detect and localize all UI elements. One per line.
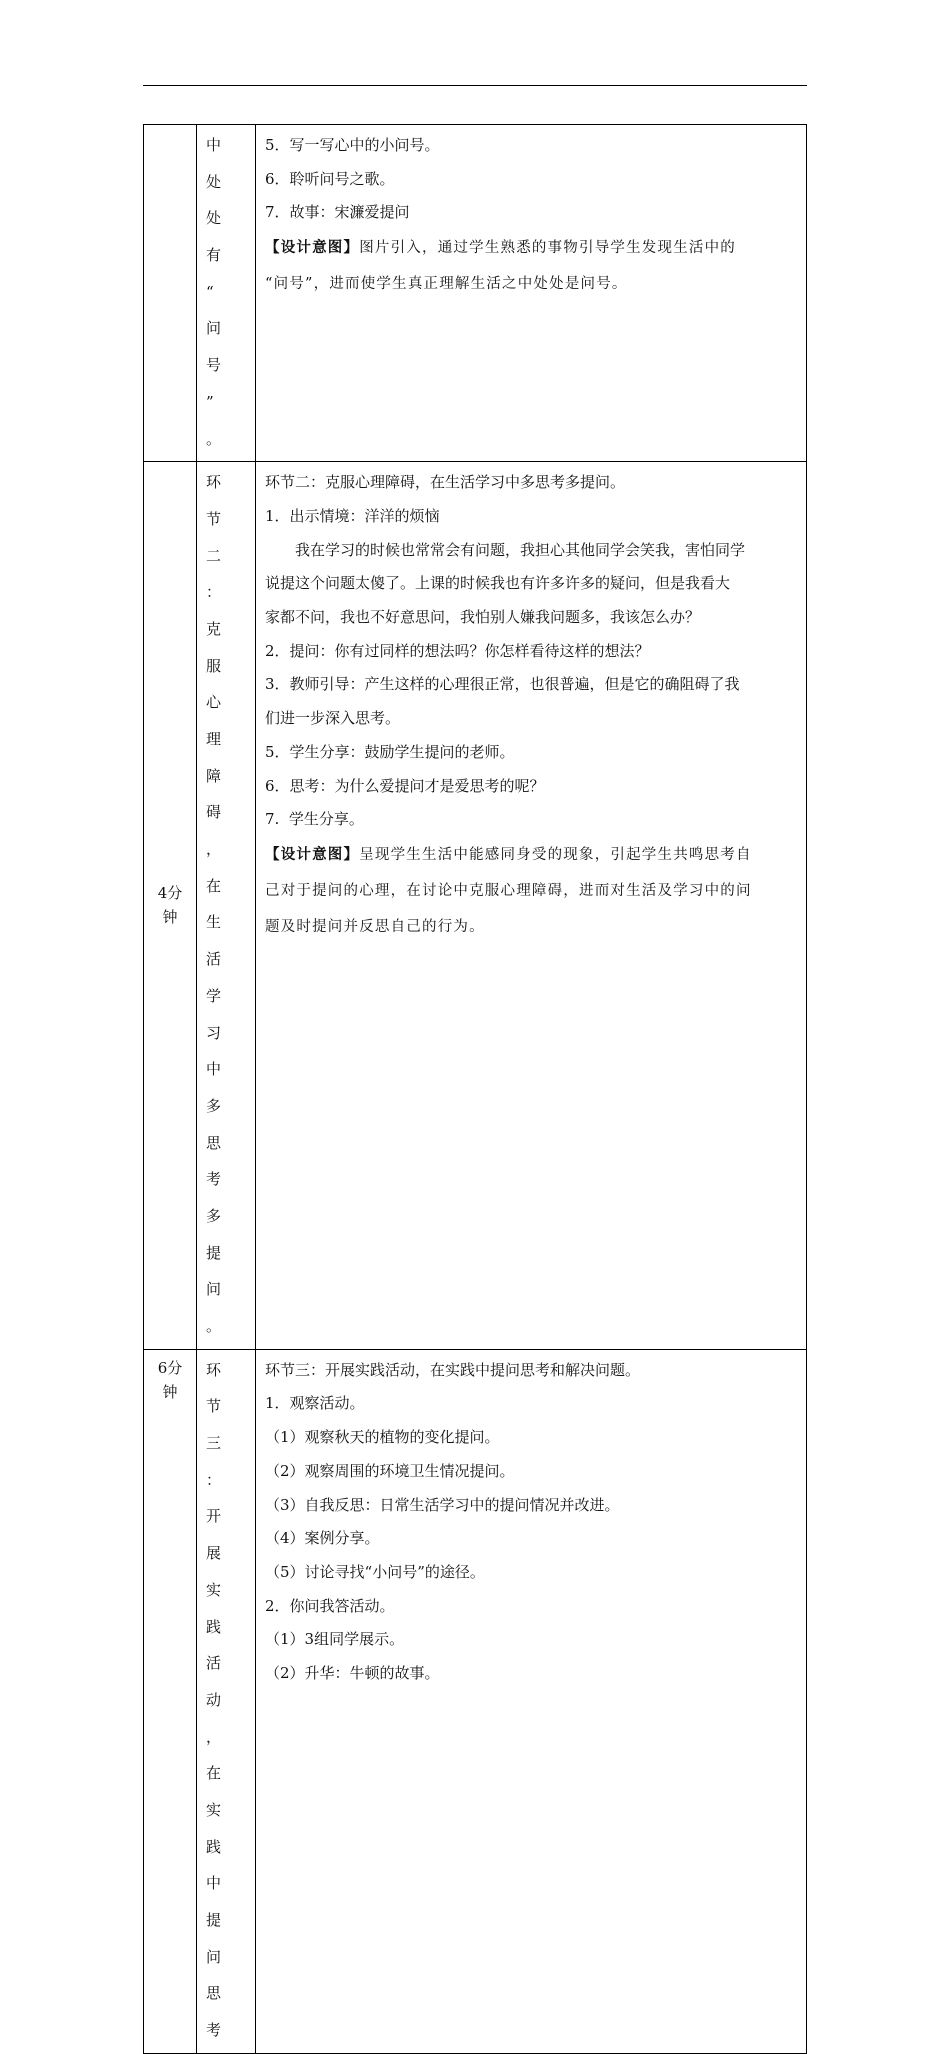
stage-char: 践: [206, 1837, 222, 1856]
step-line: 2．你问我答活动。: [265, 1596, 395, 1615]
lesson-plan-table: [143, 124, 807, 2054]
stage-char: 理: [206, 730, 222, 748]
stage-char: 践: [206, 1617, 222, 1636]
stage-char: 心: [206, 693, 222, 712]
design-intent: [265, 837, 798, 873]
step-line: 5．写一写心中的小问号。: [265, 136, 440, 154]
step-line: （1）观察秋天的植物的变化提问。: [265, 1428, 500, 1447]
content-cell: [256, 125, 807, 462]
stage-char: 服: [206, 656, 222, 675]
step-line: 2．提问：你有过同样的想法吗？你怎样看待这样的想法？: [265, 641, 650, 660]
stage-cell: [197, 1349, 256, 2053]
stage-char: 习: [206, 1023, 222, 1042]
time-cell: [144, 1349, 197, 2053]
step-line: （4）案例分享。: [265, 1529, 380, 1548]
step-line: 1．出示情境：洋洋的烦恼: [265, 506, 440, 525]
stage-char: 问: [206, 1280, 222, 1299]
time-cell: [144, 125, 197, 462]
stage-char: 障: [206, 766, 222, 785]
stage-char: 活: [206, 950, 222, 969]
stage-char: ：: [206, 1470, 222, 1489]
stage-char: ，: [206, 840, 222, 859]
step-line: （5）讨论寻找“小问号”的途径。: [265, 1562, 485, 1581]
stage-char: ”: [206, 392, 214, 411]
stage-char: ：: [206, 583, 222, 602]
scenario-paragraph: 我在学习的时候也常常会有问题，我担心其他同学会笑我，害怕同学: [295, 540, 746, 559]
stage-char: 环: [206, 473, 222, 492]
stage-char: 。: [206, 429, 222, 448]
stage-char: 考: [206, 2021, 222, 2040]
stage-char: 提: [206, 1243, 222, 1262]
stage-char: 中: [206, 1060, 222, 1079]
stage-char: 处: [206, 209, 222, 228]
stage-char: ，: [206, 1727, 222, 1746]
section-heading: 环节二：克服心理障碍，在生活学习中多思考多提问。: [265, 473, 626, 492]
stage-cell: [197, 462, 256, 1350]
time-label: 6分钟: [157, 1358, 183, 1401]
design-text: 己对于提问的心理，在讨论中克服心理障碍，进而对生活及学习中的问: [265, 882, 752, 899]
stage-char: 动: [206, 1690, 222, 1709]
stage-char: 在: [206, 1764, 222, 1783]
stage-char: 学: [206, 986, 222, 1005]
table-row: [144, 1349, 807, 2053]
stage-char: 生: [206, 913, 222, 932]
time-cell: [144, 462, 197, 1350]
stage-char: 展: [206, 1544, 222, 1563]
stage-char: 思: [206, 1133, 222, 1152]
stage-char: 考: [206, 1170, 222, 1189]
stage-char: 有: [206, 246, 222, 265]
stage-char: 中: [206, 136, 222, 154]
design-text: 图片引入，通过学生熟悉的事物引导学生发现生活中的: [359, 240, 737, 257]
stage-char: 。: [206, 1317, 222, 1335]
scenario-paragraph: 说提这个问题太傻了。上课的时候我也有许多许多的疑问，但是我看大: [265, 574, 731, 593]
stage-char: 问: [206, 319, 222, 338]
table-row: [144, 125, 807, 462]
step-line: （2）观察周围的环境卫生情况提问。: [265, 1461, 515, 1480]
stage-char: 中: [206, 1874, 222, 1893]
design-text: 呈现学生生活中能感同身受的现象，引起学生共鸣思考自: [359, 846, 752, 863]
content-cell: [256, 462, 807, 1350]
design-label: 【设计意图】: [265, 239, 360, 257]
stage-char: 环: [206, 1360, 222, 1379]
scenario-paragraph: 家都不问，我也不好意思问，我怕别人嫌我问题多，我该怎么办？: [265, 608, 701, 626]
stage-char: 在: [206, 876, 222, 895]
stage-char: 克: [206, 619, 222, 638]
stage-char: 问: [206, 1947, 222, 1966]
stage-char: 碍: [206, 803, 222, 822]
step-line: （2）升华：牛顿的故事。: [265, 1664, 440, 1683]
stage-char: 实: [206, 1580, 222, 1599]
step-line: 3．教师引导：产生这样的心理很正常，也很普遍，但是它的确阻碍了我: [265, 675, 740, 694]
design-text: 题及时提问并反思自己的行为。: [265, 918, 485, 935]
table-row: [144, 462, 807, 1350]
stage-char: 三: [206, 1434, 222, 1453]
stage-char: 多: [206, 1096, 222, 1115]
step-line: 7. 学生分享。: [265, 810, 364, 829]
content-cell: [256, 1349, 807, 2053]
step-line: （3）自我反思：日常生活学习中的提问情况并改进。: [265, 1495, 620, 1514]
stage-char: 实: [206, 1800, 222, 1819]
stage-char: 处: [206, 172, 222, 191]
time-label: 4分钟: [157, 884, 183, 927]
step-line: 5．学生分享：鼓励学生提问的老师。: [265, 742, 515, 761]
stage-char: 思: [206, 1984, 222, 2003]
stage-char: 号: [206, 356, 222, 375]
stage-cell: [197, 125, 256, 462]
stage-char: 节: [206, 509, 222, 528]
stage-char: 多: [206, 1206, 222, 1225]
stage-char: 开: [206, 1507, 222, 1526]
design-intent: [265, 230, 798, 266]
stage-text: [206, 131, 247, 461]
stage-char: 节: [206, 1397, 222, 1416]
stage-char: 活: [206, 1654, 222, 1673]
step-line: 们进一步深入思考。: [265, 709, 401, 728]
design-label: 【设计意图】: [265, 845, 360, 863]
stage-text: [206, 1356, 247, 2053]
stage-char: “: [206, 282, 214, 301]
step-line: 1．观察活动。: [265, 1394, 365, 1413]
step-line: 6．聆听问号之歌。: [265, 169, 395, 188]
step-line: （1）3组同学展示。: [265, 1630, 405, 1649]
step-line: 7．故事：宋濂爱提问: [265, 203, 410, 222]
section-heading: 环节三：开展实践活动，在实践中提问思考和解决问题。: [265, 1360, 641, 1379]
stage-char: 提: [206, 1911, 222, 1929]
step-line: 6．思考：为什么爱提问才是爱思考的呢？: [265, 776, 545, 795]
design-text: “问号”，进而使学生真正理解生活之中处处是问号。: [265, 276, 628, 293]
stage-text: [206, 468, 247, 1349]
stage-char: 二: [206, 546, 222, 565]
header-rule: [143, 85, 807, 86]
